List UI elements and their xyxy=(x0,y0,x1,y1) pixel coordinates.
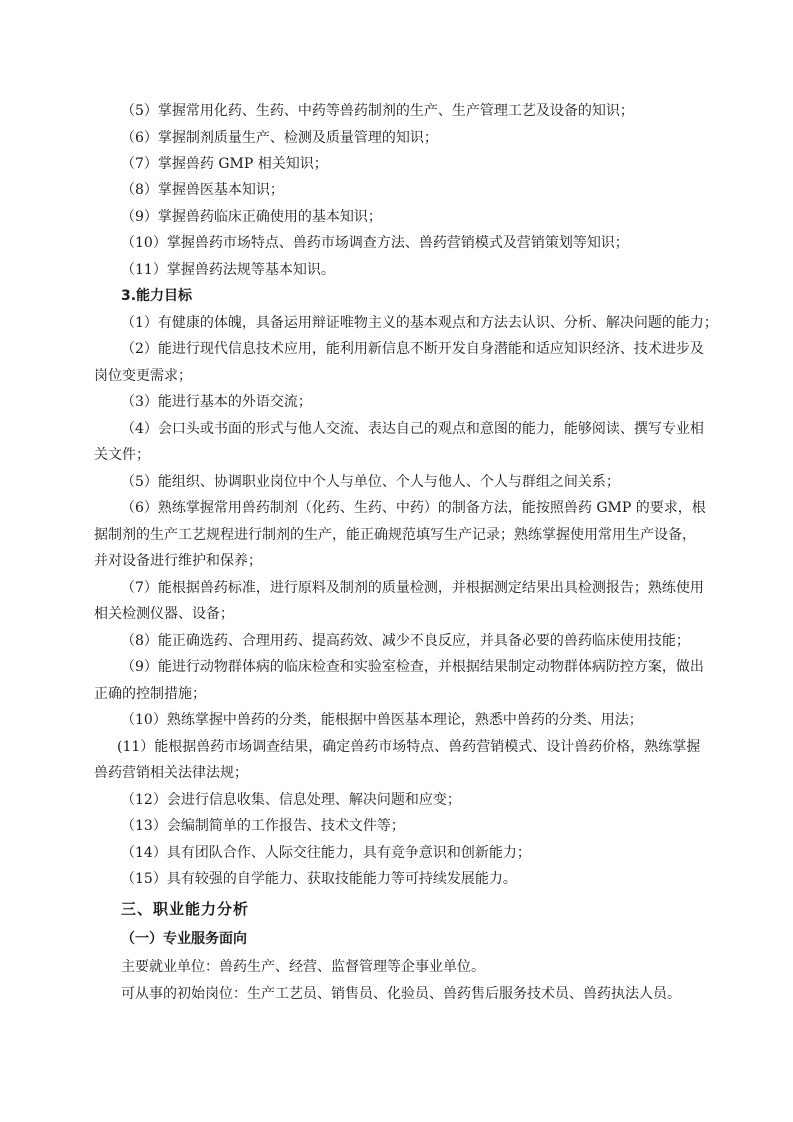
knowledge-item-10: （10）掌握兽药市场特点、兽药市场调查方法、兽药营销模式及营销策划等知识； xyxy=(121,235,629,251)
knowledge-item-9: （9）掌握兽药临床正确使用的基本知识； xyxy=(121,209,382,225)
ability-line: 并对设备进行维护和保养； xyxy=(94,553,262,569)
ability-line: （5）能组织、协调职业岗位中个人与单位、个人与他人、个人与群组之间关系； xyxy=(121,474,620,490)
ability-line: 关文件； xyxy=(94,447,150,463)
ability-line: （6）熟练掌握常用兽药制剂（化药、生药、中药）的制备方法，能按照兽药 GMP 的要求，根 xyxy=(121,500,706,516)
ability-line: （14）具有团队合作、人际交往能力，具有竞争意识和创新能力； xyxy=(121,845,531,861)
ability-line: （9）能进行动物群体病的临床检查和实验室检查，并根据结果制定动物群体病防控方案，做出 xyxy=(121,659,704,675)
ability-line: 正确的控制措施； xyxy=(94,686,206,702)
knowledge-item-7: （7）掌握兽药 GMP 相关知识； xyxy=(121,156,328,172)
subsection-heading: （一）专业服务面向 xyxy=(121,931,247,947)
ability-line: （1）有健康的体魄，具备运用辩证唯物主义的基本观点和方法去认识、分析、解决问题的能力； xyxy=(121,315,718,331)
ability-line: 岗位变更需求； xyxy=(94,368,192,384)
knowledge-item-8: （8）掌握兽医基本知识； xyxy=(121,182,284,198)
ability-heading: 3.能力目标 xyxy=(121,288,193,304)
ability-line: （2）能进行现代信息技术应用，能利用新信息不断开发自身潜能和适应知识经济、技术进步及 xyxy=(121,341,704,357)
section-heading: 三、职业能力分析 xyxy=(121,900,250,918)
service-line: 主要就业单位：兽药生产、经营、监督管理等企事业单位。 xyxy=(121,959,485,975)
ability-line: （12）会进行信息收集、信息处理、解决问题和应变； xyxy=(121,792,461,808)
ability-line: （13）会编制简单的工作报告、技术文件等； xyxy=(121,818,405,834)
ability-line: （4）会口头或书面的形式与他人交流、表达自己的观点和意图的能力，能够阅读、撰写专业相 xyxy=(121,421,704,437)
knowledge-item-11: （11）掌握兽药法规等基本知识。 xyxy=(121,262,335,278)
ability-line: 据制剂的生产工艺规程进行制剂的生产，能正确规范填写生产记录；熟练掌握使用常用生产设备， xyxy=(94,527,696,543)
knowledge-item-5: （5）掌握常用化药、生药、中药等兽药制剂的生产、生产管理工艺及设备的知识； xyxy=(121,103,634,119)
knowledge-item-6: （6）掌握制剂质量生产、检测及质量管理的知识； xyxy=(121,130,438,146)
ability-line: 兽药营销相关法律法规； xyxy=(94,765,248,781)
ability-line: （15）具有较强的自学能力、获取技能能力等可持续发展能力。 xyxy=(121,871,517,887)
ability-line: (11）能根据兽药市场调查结果，确定兽药市场特点、兽药营销模式、设计兽药价格，熟练掌握 xyxy=(117,739,701,755)
ability-line: （7）能根据兽药标准，进行原料及制剂的质量检测，并根据测定结果出具检测报告；熟练使用 xyxy=(121,580,704,596)
ability-line: （10）熟练掌握中兽药的分类，能根据中兽医基本理论，熟悉中兽药的分类、用法； xyxy=(121,712,643,728)
ability-line: （8）能正确选药、合理用药、提高药效、减少不良反应，并具备必要的兽药临床使用技能； xyxy=(121,633,690,649)
ability-line: （3）能进行基本的外语交流； xyxy=(121,394,312,410)
ability-line: 相关检测仪器、设备； xyxy=(94,606,234,622)
service-line: 可从事的初始岗位：生产工艺员、销售员、化验员、兽药售后服务技术员、兽药执法人员。 xyxy=(121,986,681,1002)
